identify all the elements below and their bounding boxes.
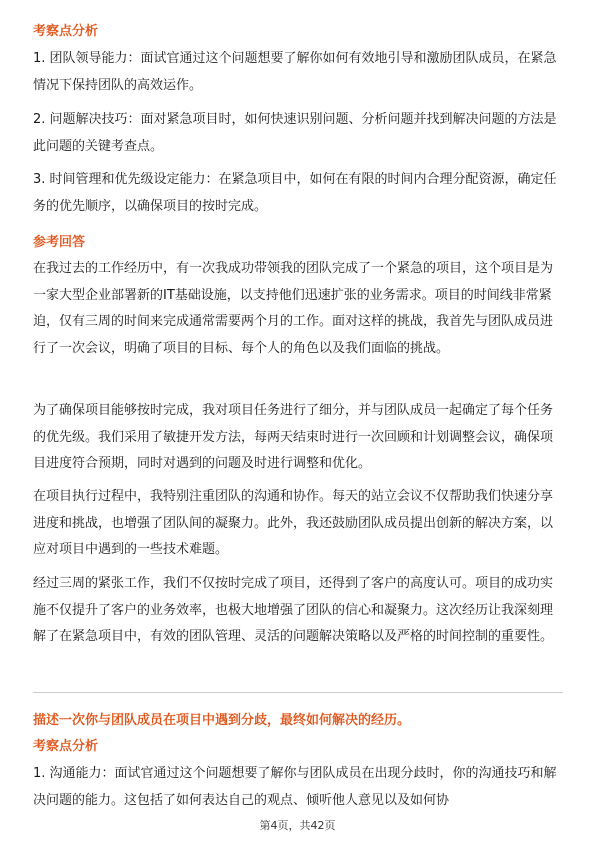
analysis-item-2-1: 1. 沟通能力：面试官通过这个问题想要了解你与团队成员在出现分歧时，你的沟通技巧和解决问题的能力。这包括了如何表达自己的观点、倾听他人意见以及如何协: [33, 766, 557, 808]
section-divider: [33, 692, 563, 693]
page-footer: 第4页，共42页: [259, 819, 336, 832]
analysis-heading-1: 考察点分析: [33, 24, 99, 39]
answer-paragraph-1: 在我过去的工作经历中，有一次我成功带领我的团队完成了一个紧急的项目，这个项目是为一家大型企业部署新的IT基础设施，以支持他们迅速扩张的业务需求。项目的时间线非常紧迫，仅有三周的时间来完成通常需要两个月的工作。面对这样的挑战，我首先与团队成员进行了一次会议，明确了项目的目标、每个人的角色以及我们面临的挑战。: [33, 261, 554, 356]
question-heading: 描述一次你与团队成员在项目中遇到分歧，最终如何解决的经历。: [33, 713, 411, 728]
answer-paragraph-3: 在项目执行过程中，我特别注重团队的沟通和协作。每天的站立会议不仅帮助我们快速分享进度和挑战，也增强了团队间的凝聚力。此外，我还鼓励团队成员提出创新的解决方案，以应对项目中遇到的一些技术难题。: [33, 489, 554, 557]
analysis-item-2: 2. 问题解决技巧：面对紧急项目时，如何快速识别问题、分析问题并找到解决问题的方法是此问题的关键考查点。: [33, 112, 557, 154]
answer-heading: 参考回答: [33, 235, 86, 250]
analysis-heading-2: 考察点分析: [33, 739, 99, 754]
analysis-item-3: 3. 时间管理和优先级设定能力：在紧急项目中，如何在有限的时间内合理分配资源，确定任务的优先顺序，以确保项目的按时完成。: [33, 172, 557, 214]
answer-paragraph-2: 为了确保项目能够按时完成，我对项目任务进行了细分，并与团队成员一起确定了每个任务的优先级。我们采用了敏捷开发方法，每两天结束时进行一次回顾和计划调整会议，确保项目进度符合预期，同时对遇到的问题及时进行调整和优化。: [33, 403, 554, 471]
analysis-item-1: 1. 团队领导能力：面试官通过这个问题想要了解你如何有效地引导和激励团队成员，在紧急情况下保持团队的高效运作。: [33, 51, 557, 93]
answer-paragraph-4: 经过三周的紧张工作，我们不仅按时完成了项目，还得到了客户的高度认可。项目的成功实施不仅提升了客户的业务效率，也极大地增强了团队的信心和凝聚力。这次经历让我深刻理解了在紧急项目中，有效的团队管理、灵活的问题解决策略以及严格的时间控制的重要性。: [33, 576, 554, 644]
